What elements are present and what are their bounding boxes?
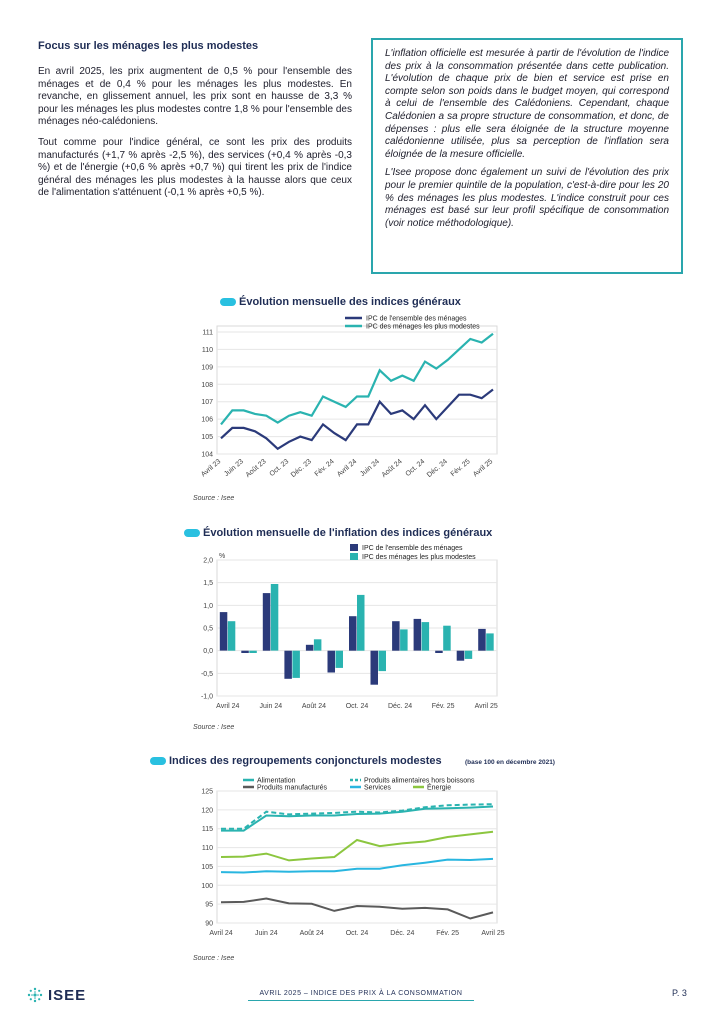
x-tick-label: Juin 24	[359, 458, 381, 479]
source-chart-1: Source : Isee	[193, 495, 235, 502]
y-tick-label: 100	[201, 882, 213, 890]
y-tick-label: 106	[201, 416, 213, 424]
bar	[465, 651, 473, 659]
note-paragraph-1: L'inflation officielle est mesurée à partir de l'évolution de l'indice des prix à la consommation présentée dans cette publication. L'évolution de chaque prix de bien et service est prise en compte selon son poids dans le budget moyen, qui correspond à celui de l'ensemble des Calédoniens. Cependant, chaque Calédonien a sa propre structure de consommation, et donc, de dépenses : plus elle sera éloignée de la structure moyenne calédonienne utilisée, plus sa perception de l'inflation sera éloignée de la mesure officielle.	[385, 48, 669, 160]
series-line-4	[221, 859, 493, 873]
source-chart-3: Source : Isee	[193, 955, 235, 962]
bar	[228, 621, 236, 651]
y-tick-label: 115	[201, 826, 213, 834]
y-tick-label: -1,0	[200, 693, 213, 701]
y-tick-label: 110	[201, 845, 213, 853]
y-tick-label: 111	[202, 329, 213, 337]
chart-inflation-indices-svg	[0, 522, 720, 722]
y-tick-label: 104	[201, 451, 213, 459]
y-tick-label: 110	[201, 346, 213, 354]
note-paragraph-2: L'Isee propose donc également un suivi de l'évolution des prix pour le premier quintile de la population, c'est-à-dire pour les 20 % des ménages les plus modestes. L'indice construit pour ces ménages est basé sur leur profil spécifique de consommation (voir notice méthodologique).	[385, 167, 669, 229]
y-tick-label: 95	[205, 901, 213, 909]
chart-indices-generaux	[0, 290, 720, 490]
legend-label: Services	[364, 784, 391, 792]
series-line-5	[221, 832, 493, 861]
bar	[392, 621, 400, 651]
bar	[435, 651, 443, 653]
bar	[443, 626, 451, 651]
focus-section	[38, 40, 352, 208]
legend-label: IPC des ménages les plus modestes	[366, 323, 480, 331]
x-tick-label: Juin 24	[255, 930, 278, 937]
y-tick-label: 1,5	[203, 580, 213, 588]
footer-title: AVRIL 2025 – INDICE DES PRIX À LA CONSOMMATION	[248, 990, 474, 1001]
y-tick-label: 109	[201, 364, 213, 372]
y-tick-label: 105	[201, 863, 213, 871]
chart-regroupements-svg	[0, 750, 720, 950]
title-pill	[220, 298, 236, 306]
x-tick-label: Avril 25	[474, 703, 498, 710]
bar	[314, 639, 322, 650]
focus-paragraph-2: Tout comme pour l'indice général, ce sont les prix des produits manufacturés (+1,7 % après -2,5 %), des services (+0,4 % après -0,3 %) et de l'énergie (+0,6 % après +0,7 %) qui tirent les prix de l'indice général des ménages les plus modestes à la hausse alors que ceux de l'alimentation s'atténuent (-0,1 % après +0,5 %).	[38, 136, 352, 199]
bar	[263, 593, 271, 651]
x-tick-label: Avril 23	[199, 458, 223, 479]
x-tick-label: Déc. 24	[388, 703, 413, 710]
y-unit-label: %	[219, 553, 226, 560]
y-tick-label: 0,5	[203, 625, 213, 633]
legend-label: Alimentation	[257, 777, 296, 785]
bar	[249, 651, 256, 653]
x-tick-label: Août 24	[380, 458, 404, 480]
source-chart-2: Source : Isee	[193, 724, 235, 731]
focus-paragraph-1: En avril 2025, les prix augmentent de 0,5 % pour l'ensemble des ménages et de 0,4 % pour les ménages les plus modestes. En revanche, en glissement annuel, les prix sont en hausse de 3,3 % pour les ménages les plus modestes contre 1,8 % pour l'ensemble des ménages néo-calédoniens.	[38, 66, 352, 128]
y-tick-label: 1,0	[203, 602, 213, 610]
legend-label: Produits alimentaires hors boissons	[364, 777, 475, 785]
page-number: P. 3	[672, 988, 687, 998]
x-tick-label: Août 24	[301, 703, 326, 710]
legend-swatch	[350, 553, 358, 560]
series-line-3	[221, 899, 493, 919]
x-tick-label: Août 24	[299, 930, 324, 937]
bar	[379, 651, 387, 671]
bar	[422, 622, 430, 651]
x-tick-label: Avril 25	[471, 458, 495, 479]
y-tick-label: 120	[201, 807, 213, 815]
x-tick-label: Avril 25	[481, 930, 505, 937]
methodology-note-box	[371, 38, 683, 274]
legend-label: IPC des ménages les plus modestes	[362, 554, 476, 561]
bar	[400, 629, 408, 650]
bar	[371, 651, 379, 685]
legend-label: IPC de l'ensemble des ménages	[366, 315, 467, 323]
focus-title: Focus sur les ménages les plus modestes	[38, 40, 259, 52]
bar	[284, 651, 292, 679]
bar	[457, 651, 465, 661]
chart-indices-generaux-svg	[0, 290, 720, 490]
legend-swatch	[350, 544, 358, 551]
chart-title: Indices des regroupements conjoncturels modestes	[169, 755, 442, 767]
x-tick-label: Juin 23	[223, 458, 245, 479]
y-tick-label: -0,5	[200, 670, 213, 678]
page-footer	[0, 982, 720, 1012]
x-tick-label: Avril 24	[335, 458, 359, 479]
snowflake-icon	[26, 986, 44, 1004]
bar	[486, 633, 494, 650]
y-tick-label: 107	[201, 399, 213, 407]
bar	[241, 651, 249, 653]
x-tick-label: Oct. 24	[404, 458, 427, 479]
bar	[357, 595, 365, 651]
x-tick-label: Août 23	[244, 458, 268, 480]
series-line-2	[221, 334, 493, 425]
title-pill	[150, 757, 166, 765]
bar	[328, 651, 336, 673]
x-tick-label: Fév. 25	[449, 458, 472, 479]
y-tick-label: 2,0	[203, 557, 213, 565]
y-tick-label: 105	[201, 434, 213, 442]
x-tick-label: Avril 24	[209, 930, 233, 937]
bar	[349, 616, 357, 651]
y-tick-label: 125	[201, 788, 213, 796]
bar	[414, 619, 422, 651]
legend-label: IPC de l'ensemble des ménages	[362, 545, 463, 552]
y-tick-label: 0,0	[203, 648, 213, 656]
legend-label: Produits manufacturés	[257, 784, 328, 792]
x-tick-label: Oct. 24	[345, 703, 369, 710]
isee-logo	[26, 986, 86, 1004]
title-pill	[184, 529, 200, 537]
bar	[271, 584, 279, 651]
x-tick-label: Oct. 24	[345, 930, 369, 937]
bar	[220, 612, 228, 651]
bar	[306, 645, 314, 651]
bar	[292, 651, 300, 678]
logo-text: ISEE	[48, 986, 87, 1004]
x-tick-label: Juin 24	[259, 703, 283, 710]
y-tick-label: 108	[201, 381, 213, 389]
chart-title: Évolution mensuelle des indices généraux	[239, 296, 461, 308]
x-tick-label: Déc. 24	[425, 458, 449, 480]
x-tick-label: Avril 24	[216, 703, 240, 710]
y-tick-label: 90	[205, 920, 213, 928]
x-tick-label: Oct. 23	[268, 458, 291, 479]
x-tick-label: Déc. 24	[390, 930, 415, 937]
x-tick-label: Fév. 24	[313, 458, 336, 479]
chart-regroupements	[0, 750, 720, 950]
bar	[336, 651, 344, 668]
legend-label: Énergie	[427, 784, 452, 792]
chart-inflation-indices	[0, 522, 720, 722]
chart-title: Évolution mensuelle de l'inflation des indices généraux	[203, 527, 493, 539]
x-tick-label: Fév. 25	[436, 930, 460, 937]
x-tick-label: Déc. 23	[289, 458, 313, 480]
plot-frame	[217, 791, 497, 923]
x-tick-label: Fév. 25	[431, 703, 455, 710]
chart-subtitle: (base 100 en décembre 2021)	[465, 759, 555, 766]
bar	[478, 629, 486, 651]
